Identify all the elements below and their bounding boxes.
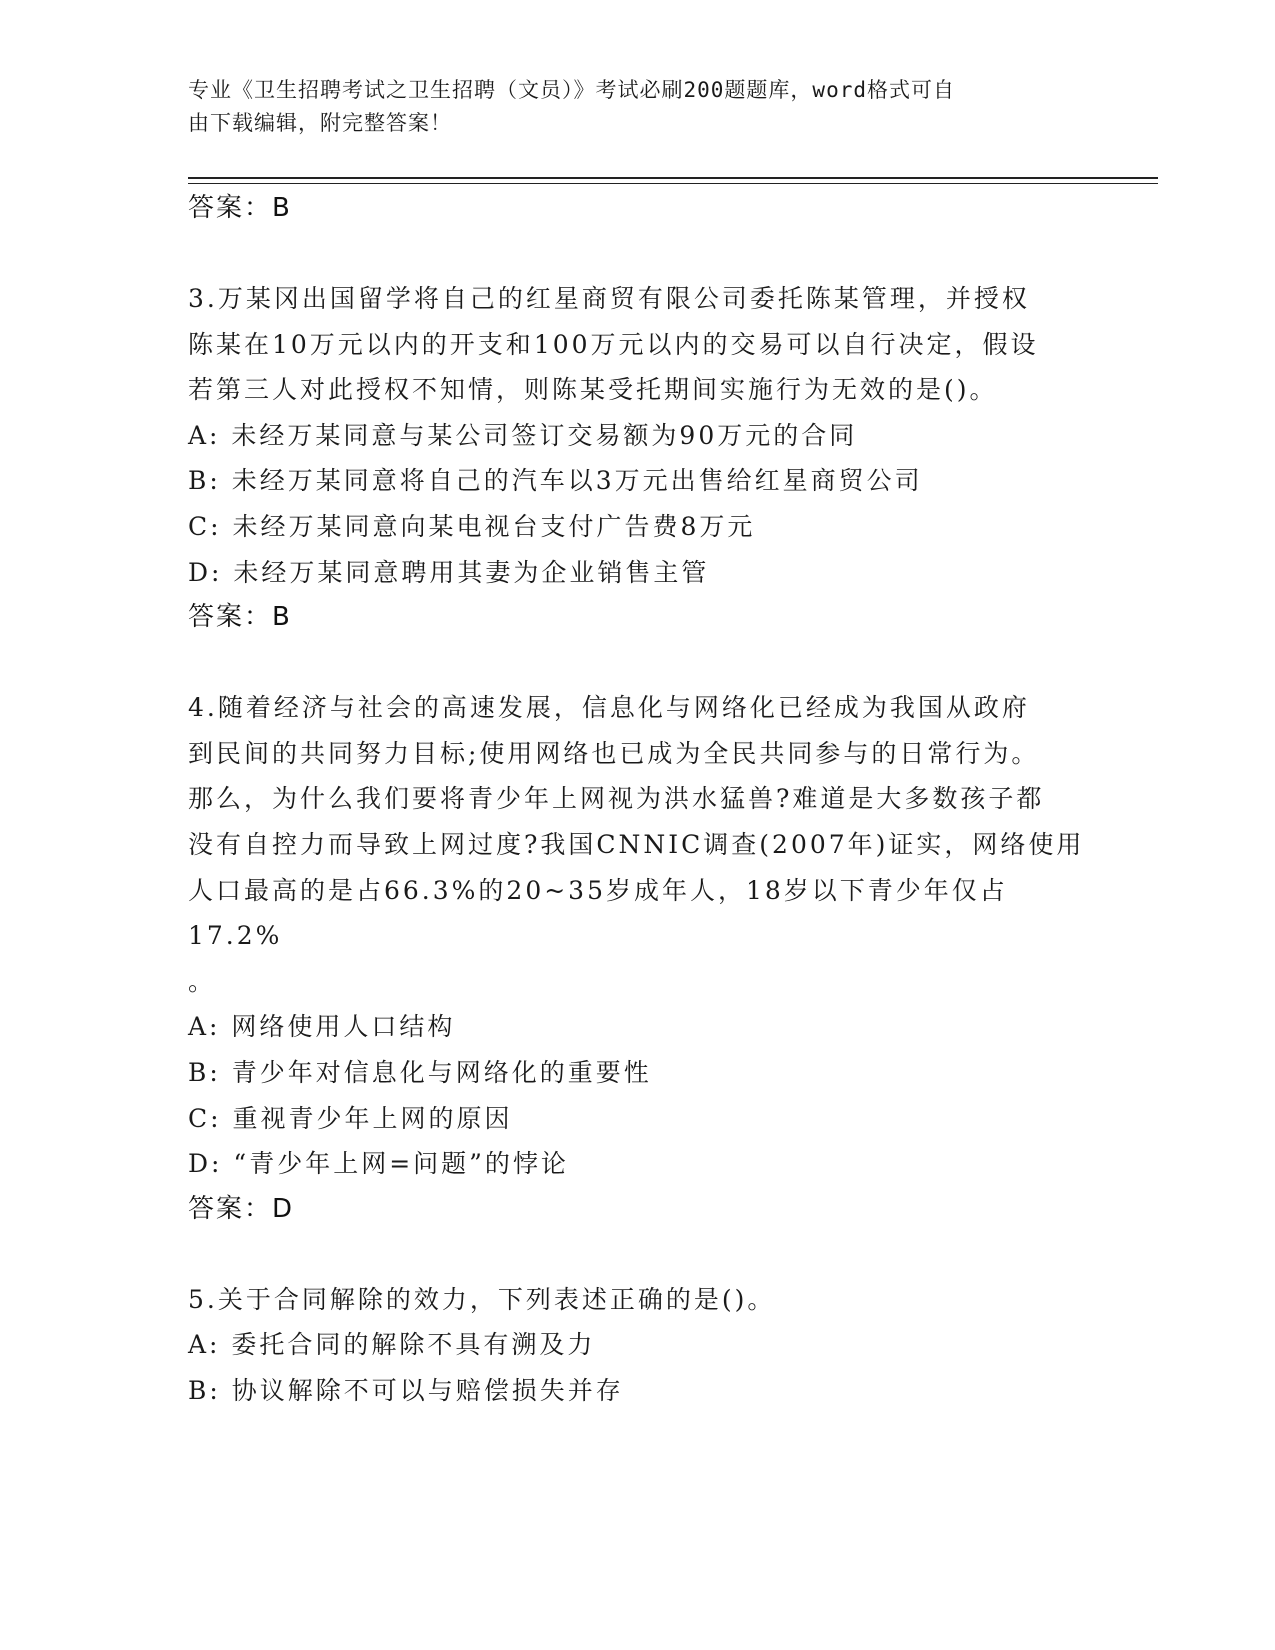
question-4-stem-line-6: 。 <box>188 966 217 996</box>
answer-previous: 答案：B <box>188 193 292 223</box>
question-4-answer: 答案：D <box>188 1193 295 1224</box>
question-4-stem-line-5: 人口最高的是占66.3%的20~35岁成年人，18岁以下青少年仅占17.2% <box>188 875 1008 951</box>
question-3-stem-line-3: 若第三人对此授权不知情，则陈某受托期间实施行为无效的是()。 <box>188 375 998 405</box>
question-list <box>188 186 1088 1413</box>
question-4 <box>188 685 1088 1232</box>
question-3-option-a: A: 未经万某同意与某公司签订交易额为90万元的合同 <box>188 420 858 450</box>
question-3-option-d: D: 未经万某同意聘用其妻为企业销售主管 <box>188 557 710 587</box>
header-line-2: 由下载编辑，附完整答案！ <box>188 111 452 135</box>
header-divider-thin <box>188 183 1158 184</box>
question-5 <box>188 1277 1088 1414</box>
question-3-answer: 答案：B <box>188 602 292 633</box>
question-4-option-d: D: “青少年上网=问题”的悖论 <box>188 1149 569 1179</box>
spacer <box>188 640 1088 685</box>
question-4-option-c: C: 重视青少年上网的原因 <box>188 1103 513 1133</box>
question-3 <box>188 276 1088 640</box>
question-3-option-b: B: 未经万某同意将自己的汽车以3万元出售给红星商贸公司 <box>188 466 923 496</box>
question-4-option-b: B: 青少年对信息化与网络化的重要性 <box>188 1057 652 1087</box>
question-4-stem-line-1: 4.随着经济与社会的高速发展，信息化与网络化已经成为我国从政府 <box>188 693 1030 723</box>
question-3-option-c: C: 未经万某同意向某电视台支付广告费8万元 <box>188 511 756 541</box>
spacer <box>188 231 1088 276</box>
question-5-option-a: A: 委托合同的解除不具有溯及力 <box>188 1330 596 1360</box>
page-header <box>188 74 1068 140</box>
question-5-stem-line-1: 5.关于合同解除的效力，下列表述正确的是()。 <box>188 1284 776 1314</box>
spacer <box>188 1232 1088 1277</box>
question-3-stem-line-2: 陈某在10万元以内的开支和100万元以内的交易可以自行决定，假设 <box>188 329 1039 359</box>
question-4-option-a: A: 网络使用人口结构 <box>188 1012 456 1042</box>
question-4-stem-line-4: 没有自控力而导致上网过度?我国CNNIC调查(2007年)证实，网络使用 <box>188 829 1085 859</box>
question-4-stem-line-2: 到民间的共同努力目标;使用网络也已成为全民共同参与的日常行为。 <box>188 738 1040 768</box>
header-line-1: 专业《卫生招聘考试之卫生招聘（文员）》考试必刷200题题库，word格式可自 <box>188 78 955 102</box>
question-5-option-b: B: 协议解除不可以与赔偿损失并存 <box>188 1375 624 1405</box>
question-3-stem-line-1: 3.万某冈出国留学将自己的红星商贸有限公司委托陈某管理，并授权 <box>188 284 1030 313</box>
question-4-stem-line-3: 那么，为什么我们要将青少年上网视为洪水猛兽?难道是大多数孩子都 <box>188 784 1045 814</box>
header-divider-thick <box>188 177 1158 179</box>
